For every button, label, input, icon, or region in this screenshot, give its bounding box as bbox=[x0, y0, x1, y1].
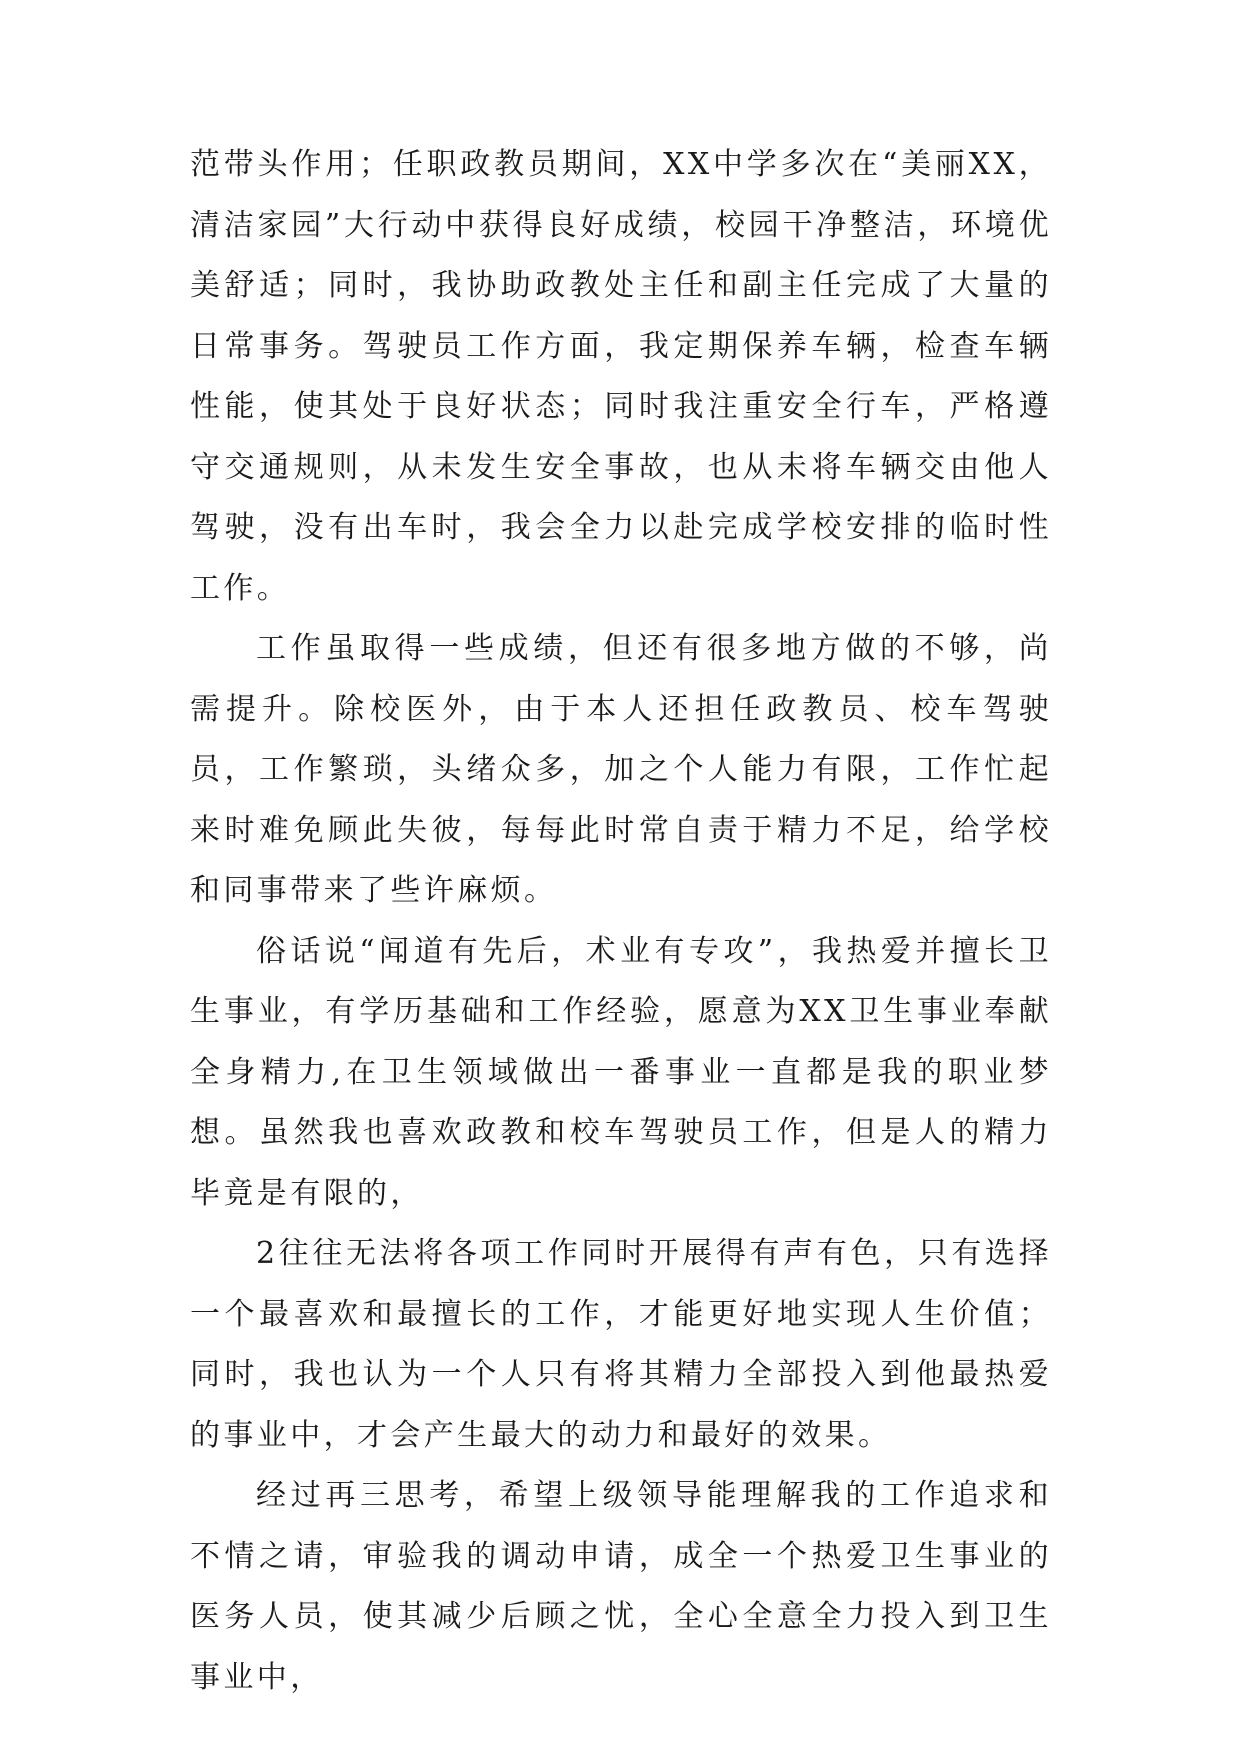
paragraph-5: 经过再三思考，希望上级领导能理解我的工作追求和不情之请，审验我的调动申请，成全一个热爱卫生事业的医务人员，使其减少后顾之忧，全心全意全力投入到卫生事业中， bbox=[190, 1478, 1052, 1695]
paragraph-4: 2往往无法将各项工作同时开展得有声有色，只有选择一个最喜欢和最擅长的工作，才能更好地实现人生价值；同时，我也认为一个人只有将其精力全部投入到他最热爱的事业中，才会产生最大的动力和最好的效果。 bbox=[190, 1236, 1052, 1453]
document-body bbox=[190, 135, 1052, 1708]
paragraph-2: 工作虽取得一些成绩，但还有很多地方做的不够，尚需提升。除校医外，由于本人还担任政教员、校车驾驶员，工作繁琐，头绪众多，加之个人能力有限，工作忙起来时难免顾此失彼，每每此时常自责于精力不足，给学校和同事带来了些许麻烦。 bbox=[190, 631, 1052, 908]
paragraph-3: 俗话说“闻道有先后，术业有专攻”，我热爱并擅长卫生事业，有学历基础和工作经验，愿意为XX卫生事业奉献全身精力,在卫生领域做出一番事业一直都是我的职业梦想。虽然我也喜欢政教和校车驾驶员工作，但是人的精力毕竟是有限的， bbox=[190, 933, 1052, 1211]
paragraph-1: 范带头作用；任职政教员期间，XX中学多次在“美丽XX，清洁家园”大行动中获得良好成绩，校园干净整洁，环境优美舒适；同时，我协助政教处主任和副主任完成了大量的日常事务。驾驶员工作方面，我定期保养车辆，检查车辆性能，使其处于良好状态；同时我注重安全行车，严格遵守交通规则，从未发生安全事故，也从未将车辆交由他人驾驶，没有出车时，我会全力以赴完成学校安排的临时性工作。 bbox=[190, 147, 1052, 606]
